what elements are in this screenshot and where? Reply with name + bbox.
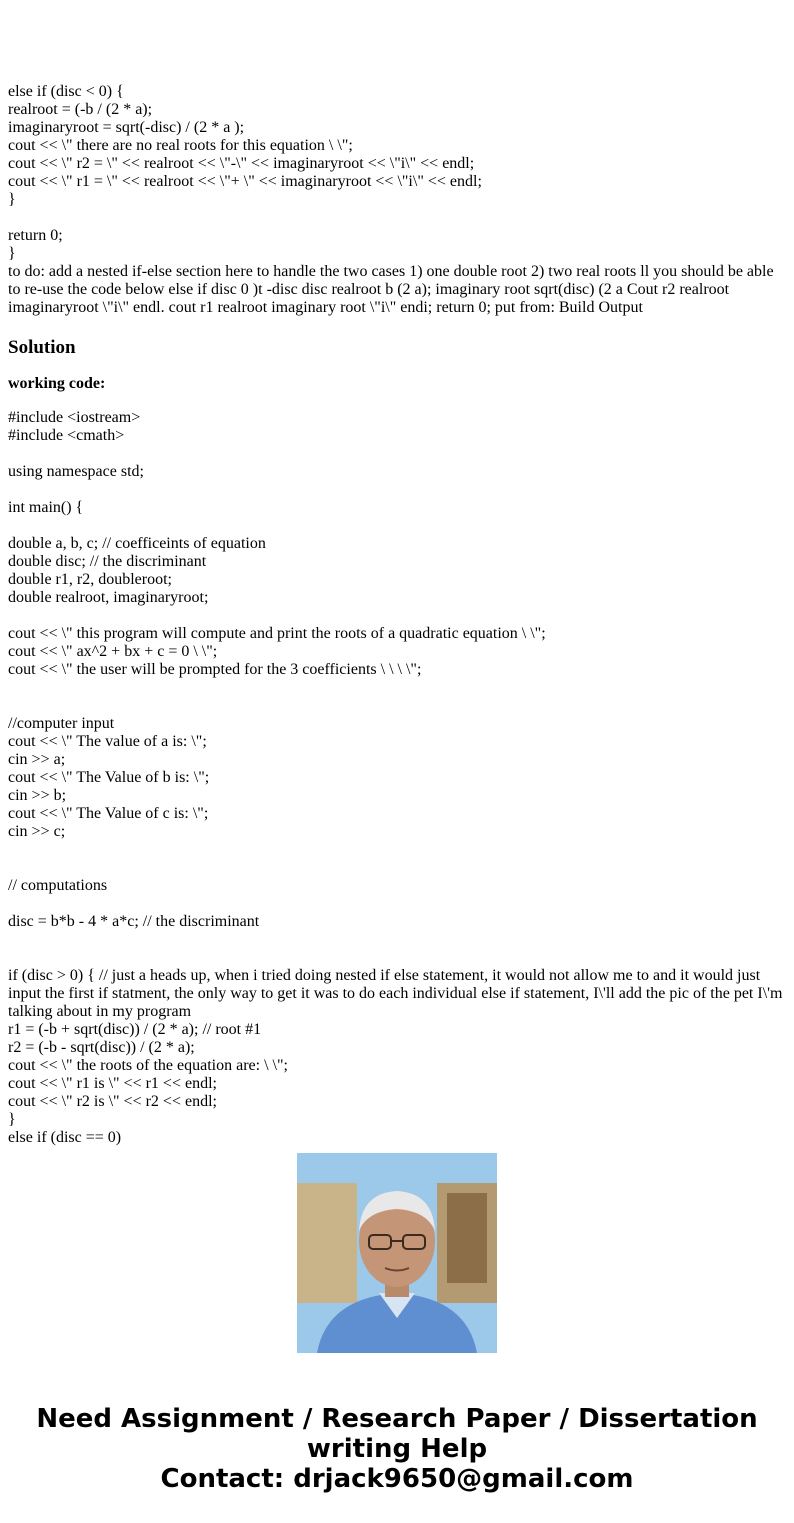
code-line: cout << \" r1 is \" << r1 << endl; — [8, 1075, 217, 1092]
question-text: to do: add a nested if-else section here to handle the two cases 1) one double root 2) two real roots ll you should be able to re-use the code below else if disc 0 )t -disc disc realroot b (2 a); imaginary root sqrt(disc) (2 a Cout r2 realroot imaginaryroot \"i\" endl. cout r1 realroot imaginary root \"i\" endi; return 0; put from: Build Output — [8, 263, 774, 316]
code-line: else if (disc < 0) { — [8, 83, 124, 100]
code-line: cout << \" there are no real roots for this equation \ \"; — [8, 137, 353, 154]
code-line: #include <iostream> — [8, 409, 141, 426]
input-block — [8, 715, 786, 841]
code-line: else if (disc == 0) — [8, 1129, 122, 1146]
declarations-block — [8, 535, 786, 607]
code-line: cin >> c; — [8, 823, 66, 840]
if-paragraph: if (disc > 0) { // just a heads up, when i tried doing nested if else statement, it would not allow me to and it would just input the first if statment, the only way to get it was to do each individual else if statement, I\'ll add the pic of the pet I\'m talking about in my program — [8, 967, 783, 1020]
promo-footer — [0, 1122, 794, 1523]
code-line: cout << \" r2 is \" << r2 << endl; — [8, 1093, 217, 1110]
code-line: disc = b*b - 4 * a*c; // the discriminant — [8, 913, 260, 930]
code-line: int main() { — [8, 499, 84, 516]
code-line: double realroot, imaginaryroot; — [8, 589, 209, 606]
code-line: cout << \" the roots of the equation are: \ \"; — [8, 1057, 288, 1074]
solution-heading: Solution — [8, 337, 76, 358]
tutor-avatar — [297, 1153, 497, 1353]
code-line: realroot = (-b / (2 * a); — [8, 101, 153, 118]
code-line: } — [8, 1111, 16, 1128]
code-line: cout << \" the user will be prompted for the 3 coefficients \ \ \ \"; — [8, 661, 422, 678]
intro-couts-block — [8, 625, 786, 679]
code-line: return 0; — [8, 227, 63, 244]
code-line: imaginaryroot = sqrt(-disc) / (2 * a ); — [8, 119, 245, 136]
code-line: cin >> b; — [8, 787, 67, 804]
code-line: cout << \" ax^2 + bx + c = 0 \ \"; — [8, 643, 218, 660]
code-line: r1 = (-b + sqrt(disc)) / (2 * a); // root #1 — [8, 1021, 262, 1038]
code-line: double r1, r2, doubleroot; — [8, 571, 172, 588]
code-line: cout << \" The Value of c is: \"; — [8, 805, 209, 822]
code-line: cout << \" r2 = \" << realroot << \"-\" << imaginaryroot << \"i\" << endl; — [8, 155, 475, 172]
code-line: cout << \" The value of a is: \"; — [8, 733, 207, 750]
promo-line2: writing Help — [306, 1434, 488, 1464]
code-line: double a, b, c; // coefficeints of equation — [8, 535, 266, 552]
promo-line1: Need Assignment / Research Paper / Dissertation — [36, 1404, 758, 1434]
code-line: cout << \" r1 = \" << realroot << \"+ \" << imaginaryroot << \"i\" << endl; — [8, 173, 482, 190]
code-line: #include <cmath> — [8, 427, 125, 444]
code-line: using namespace std; — [8, 463, 144, 480]
code-line: } — [8, 245, 16, 262]
code-line: //computer input — [8, 715, 115, 732]
code-line: cout << \" this program will compute and print the roots of a quadratic equation \ \"; — [8, 625, 546, 642]
tutor-photo-icon — [297, 1153, 497, 1353]
top-code-block — [8, 83, 786, 263]
code-line: r2 = (-b - sqrt(disc)) / (2 * a); — [8, 1039, 195, 1056]
code-line — [8, 209, 786, 227]
code-line: cout << \" The Value of b is: \"; — [8, 769, 210, 786]
code-line: } — [8, 191, 16, 208]
code-line: double disc; // the discriminant — [8, 553, 207, 570]
includes-block — [8, 409, 786, 445]
promo-text — [0, 1404, 794, 1494]
working-code-label: working code: — [8, 375, 106, 392]
code-line: // computations — [8, 877, 108, 894]
promo-contact: Contact: drjack9650@gmail.com — [160, 1464, 634, 1494]
code-line: cin >> a; — [8, 751, 66, 768]
